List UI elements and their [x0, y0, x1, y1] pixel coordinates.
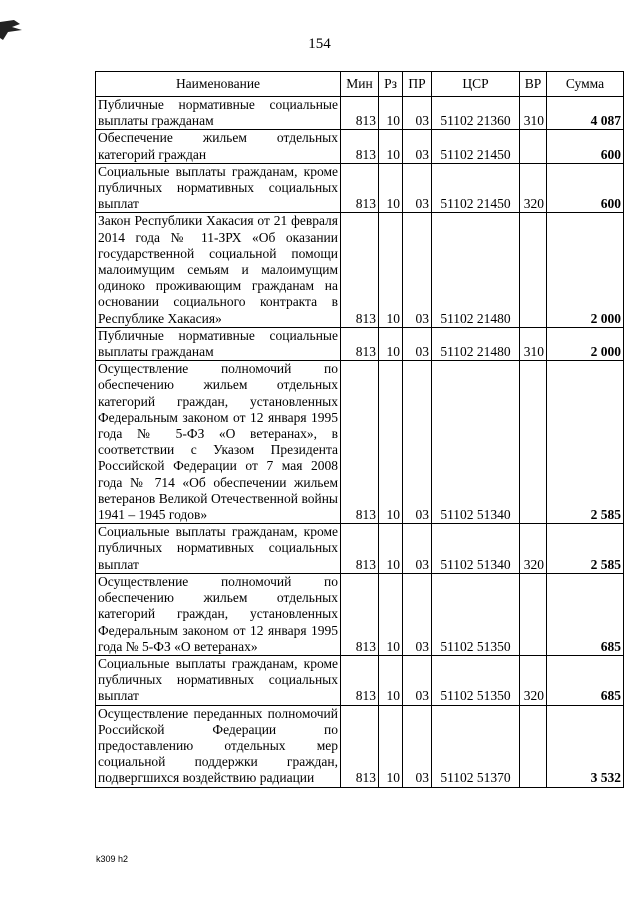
header-vr: ВР [520, 72, 547, 97]
cell-name: Обеспечение жильем отдельных категорий граждан [96, 130, 341, 163]
cell-sum: 2 585 [547, 361, 624, 524]
cell-pr: 03 [403, 130, 432, 163]
cell-name: Социальные выплаты гражданам, кроме публичных нормативных социальных выплат [96, 163, 341, 213]
cell-csr: 51102 51350 [432, 655, 520, 705]
table-row [96, 573, 624, 655]
table-row [96, 97, 624, 130]
cell-pr: 03 [403, 213, 432, 327]
table-row [96, 163, 624, 213]
cell-pr: 03 [403, 573, 432, 655]
cell-vr [520, 573, 547, 655]
cell-min: 813 [341, 130, 379, 163]
table-row [96, 705, 624, 787]
cell-sum: 2 585 [547, 524, 624, 574]
cell-rz: 10 [379, 524, 403, 574]
cell-pr: 03 [403, 361, 432, 524]
header-sum: Сумма [547, 72, 624, 97]
table-row [96, 130, 624, 163]
cell-name: Осуществление полномочий по обеспечению жильем отдельных категорий граждан, установленных Федеральным законом от 12 января 1995 года № 5-ФЗ «О ветеранах», в соответствии с Указом Президента Российской Федерации от 7 мая 2008 года № 714 «Об обеспечении жильем ветеранов Великой Отечественной войны 1941 – 1945 годов» [96, 361, 341, 524]
cell-csr: 51102 51340 [432, 524, 520, 574]
cell-min: 813 [341, 573, 379, 655]
cell-csr: 51102 21360 [432, 97, 520, 130]
cell-name: Социальные выплаты гражданам, кроме публичных нормативных социальных выплат [96, 655, 341, 705]
cell-name: Осуществление полномочий по обеспечению жильем отдельных категорий граждан, установленных Федеральным законом от 12 января 1995 года № 5-ФЗ «О ветеранах» [96, 573, 341, 655]
cell-vr: 320 [520, 655, 547, 705]
cell-rz: 10 [379, 705, 403, 787]
cell-min: 813 [341, 163, 379, 213]
cell-vr: 310 [520, 327, 547, 360]
cell-rz: 10 [379, 163, 403, 213]
table-body [96, 97, 624, 788]
cell-name: Публичные нормативные социальные выплаты гражданам [96, 97, 341, 130]
header-name: Наименование [96, 72, 341, 97]
table-row [96, 327, 624, 360]
cell-vr: 320 [520, 163, 547, 213]
cell-csr: 51102 21480 [432, 327, 520, 360]
header-row [96, 72, 624, 97]
table-row [96, 655, 624, 705]
table-row [96, 524, 624, 574]
table-row [96, 213, 624, 327]
cell-vr [520, 705, 547, 787]
cell-min: 813 [341, 361, 379, 524]
cell-pr: 03 [403, 163, 432, 213]
cell-min: 813 [341, 705, 379, 787]
header-rz: Рз [379, 72, 403, 97]
cell-sum: 2 000 [547, 327, 624, 360]
cell-name: Публичные нормативные социальные выплаты гражданам [96, 327, 341, 360]
cell-rz: 10 [379, 361, 403, 524]
cell-name: Социальные выплаты гражданам, кроме публичных нормативных социальных выплат [96, 524, 341, 574]
cell-rz: 10 [379, 655, 403, 705]
cell-csr: 51102 21450 [432, 163, 520, 213]
cell-name: Закон Республики Хакасия от 21 февраля 2014 года № 11-ЗРХ «Об оказании государственной социальной помощи малоимущим семьям и малоимущим одиноко проживающим гражданам на основании социального контракта в Республике Хакасия» [96, 213, 341, 327]
cell-vr: 320 [520, 524, 547, 574]
cell-csr: 51102 21450 [432, 130, 520, 163]
header-min: Мин [341, 72, 379, 97]
cell-pr: 03 [403, 524, 432, 574]
cell-csr: 51102 21480 [432, 213, 520, 327]
table-row [96, 361, 624, 524]
cell-rz: 10 [379, 130, 403, 163]
cell-min: 813 [341, 97, 379, 130]
page-number: 154 [308, 36, 331, 52]
cell-sum: 685 [547, 573, 624, 655]
cell-sum: 4 087 [547, 97, 624, 130]
cell-vr [520, 130, 547, 163]
header-csr: ЦСР [432, 72, 520, 97]
cell-vr [520, 361, 547, 524]
cell-vr [520, 213, 547, 327]
cell-pr: 03 [403, 655, 432, 705]
cell-min: 813 [341, 327, 379, 360]
cell-csr: 51102 51350 [432, 573, 520, 655]
table-header [96, 72, 624, 97]
cell-vr: 310 [520, 97, 547, 130]
cell-rz: 10 [379, 213, 403, 327]
cell-sum: 3 532 [547, 705, 624, 787]
cell-name: Осуществление переданных полномочий Российской Федерации по предоставлению отдельных мер социальной поддержки граждан, подвергшихся воздействию радиации [96, 705, 341, 787]
cell-csr: 51102 51340 [432, 361, 520, 524]
budget-table [95, 71, 624, 788]
cell-sum: 2 000 [547, 213, 624, 327]
cell-csr: 51102 51370 [432, 705, 520, 787]
cell-pr: 03 [403, 327, 432, 360]
cell-sum: 600 [547, 130, 624, 163]
footer-code: k309 h2 [96, 854, 129, 864]
cell-sum: 685 [547, 655, 624, 705]
cell-sum: 600 [547, 163, 624, 213]
cell-rz: 10 [379, 327, 403, 360]
cell-pr: 03 [403, 705, 432, 787]
cell-min: 813 [341, 655, 379, 705]
cell-pr: 03 [403, 97, 432, 130]
header-pr: ПР [403, 72, 432, 97]
cell-min: 813 [341, 213, 379, 327]
cell-min: 813 [341, 524, 379, 574]
cell-rz: 10 [379, 573, 403, 655]
cell-rz: 10 [379, 97, 403, 130]
